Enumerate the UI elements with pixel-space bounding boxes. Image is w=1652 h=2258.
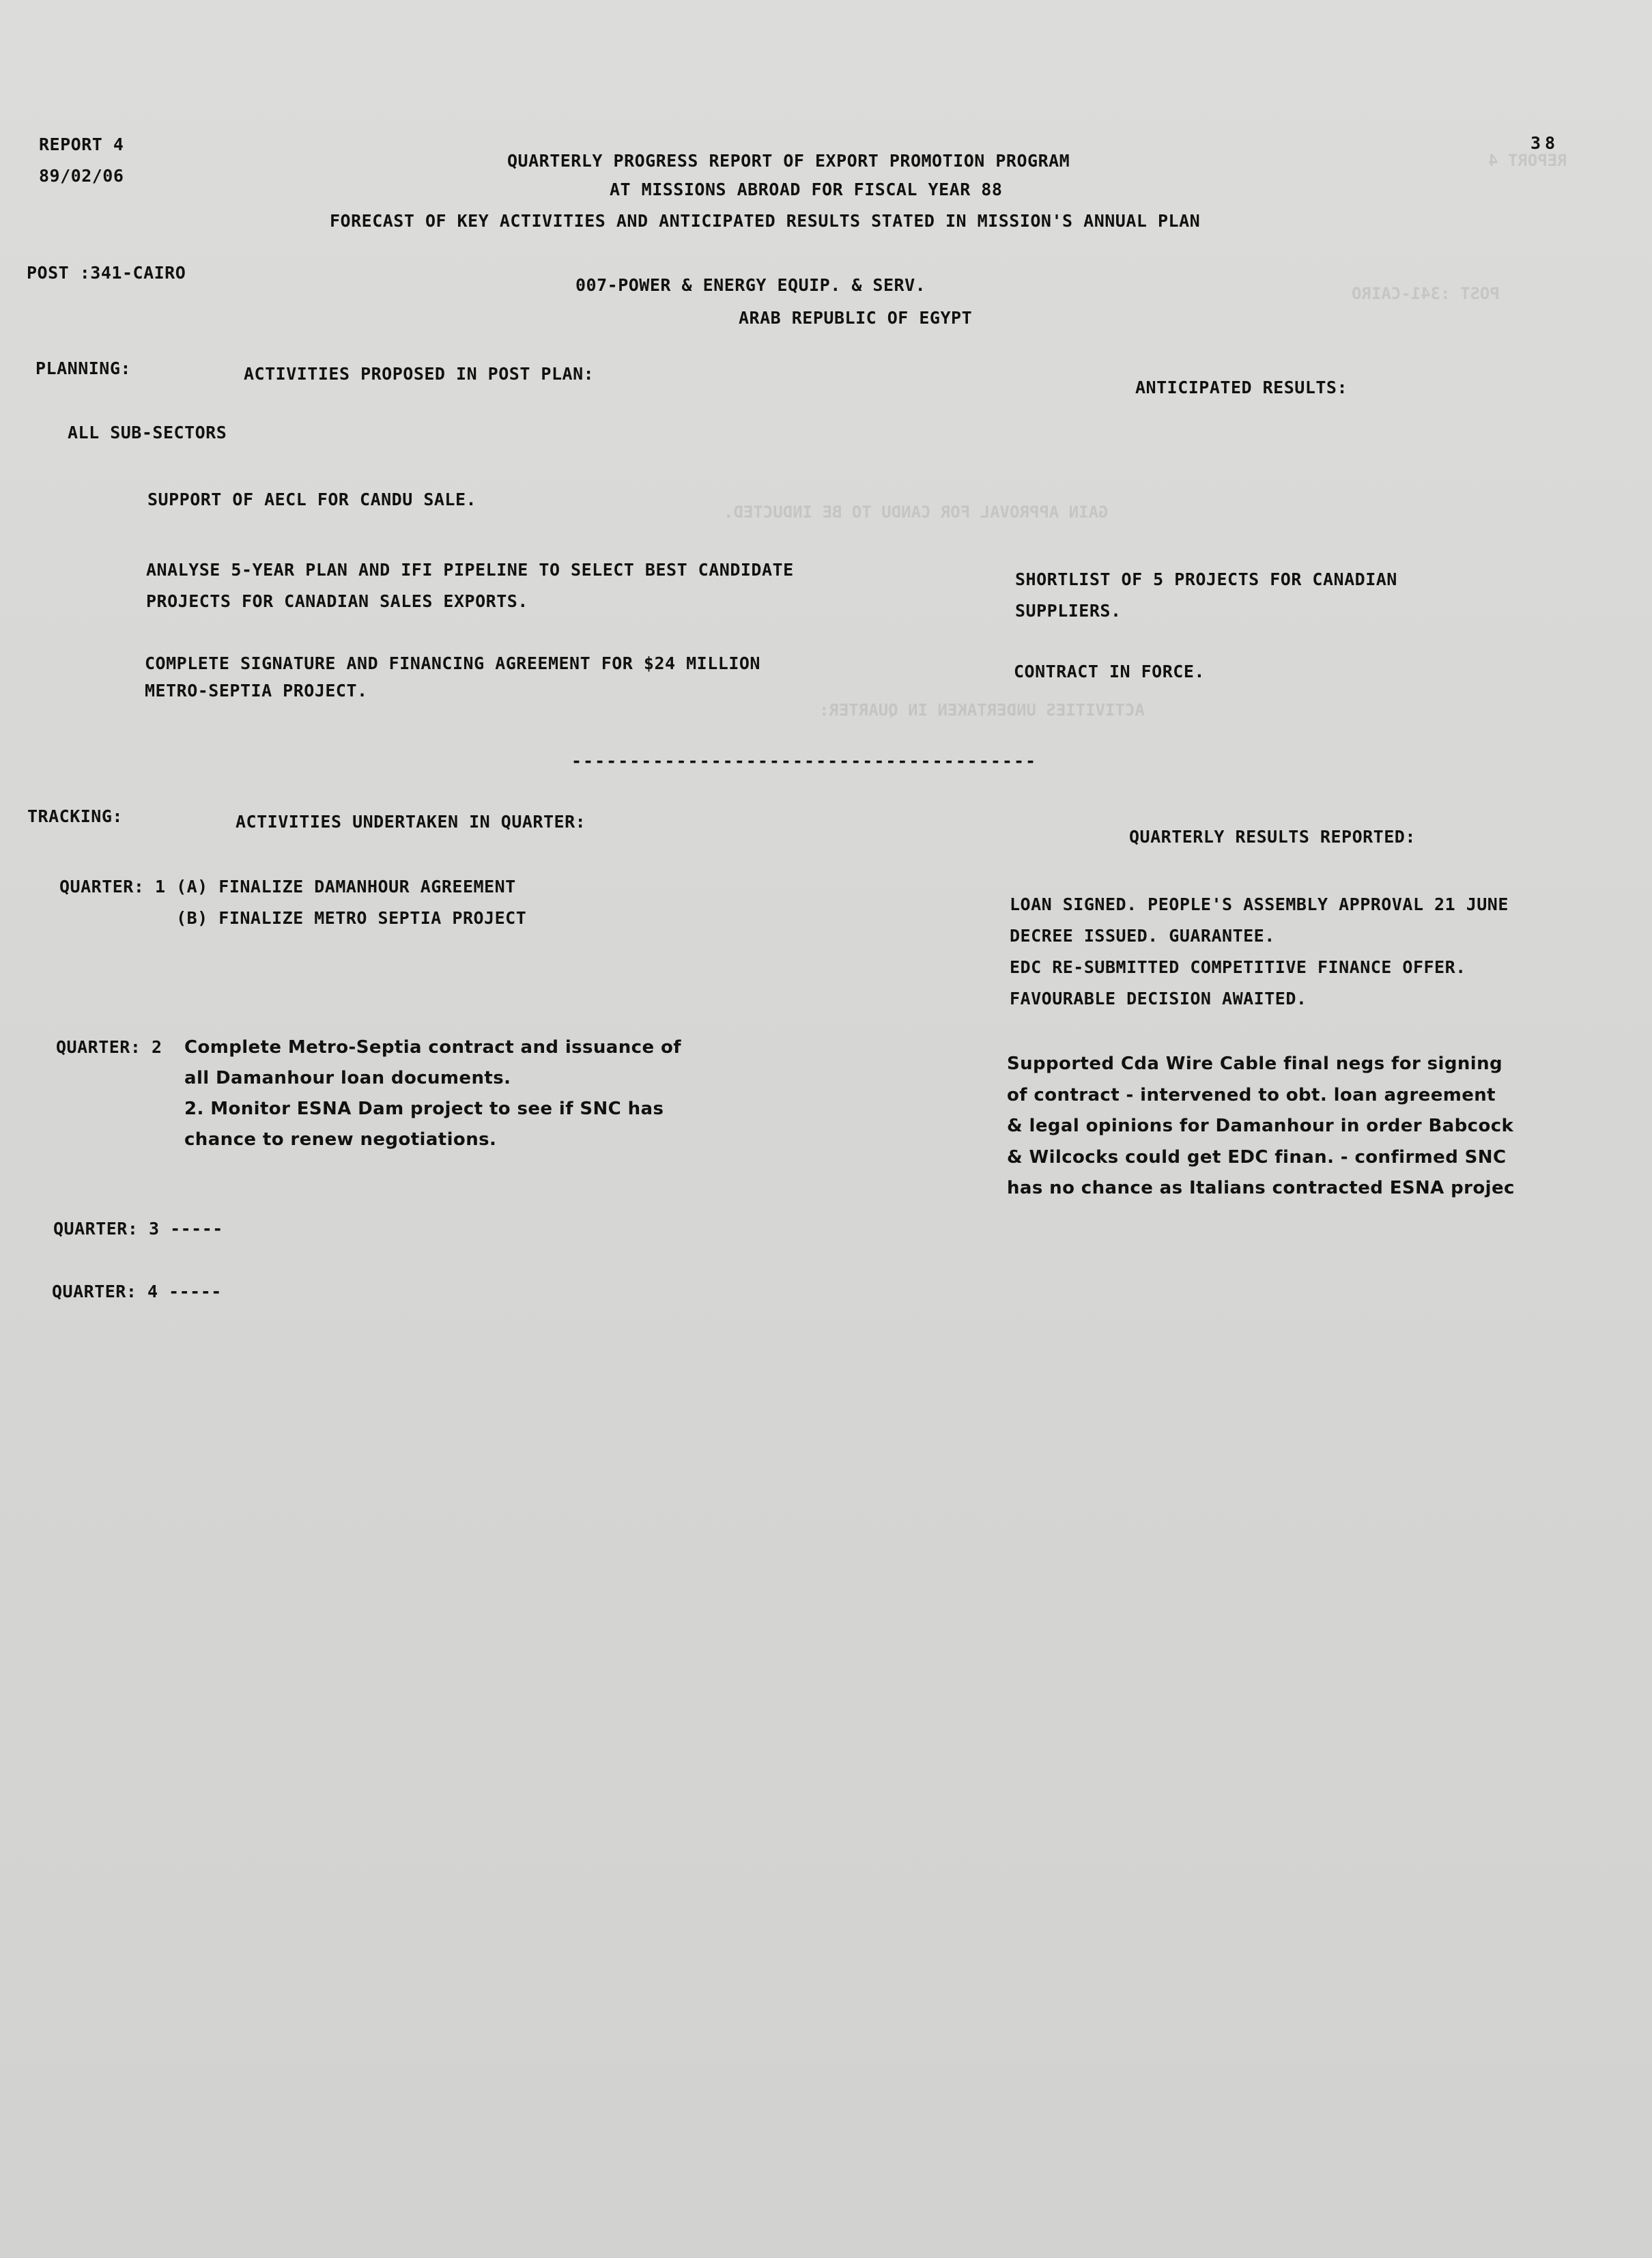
bleed-through-text: REPORT 4 (1488, 151, 1567, 170)
quarter-2-label: QUARTER: 2 (56, 1037, 162, 1057)
quarter-1-result: LOAN SIGNED. PEOPLE'S ASSEMBLY APPROVAL 21 JUNE DECREE ISSUED. GUARANTEE. EDC RE-SUBMITTED COMPETITIVE FINANCE OFFER. FAVOURABLE DECISION AWAITED. (1010, 894, 1509, 1008)
report-number: REPORT 4 (39, 135, 124, 154)
quarter-1-activity: QUARTER: 1 (A) FINALIZE DAMANHOUR AGREEMENT (B) FINALIZE METRO SEPTIA PROJECT (59, 877, 527, 928)
tracking-activities-heading: ACTIVITIES UNDERTAKEN IN QUARTER: (236, 812, 586, 832)
quarter-2-result: Supported Cda Wire Cable final negs for signing of contract - intervened to obt. loan agreement & legal opinions for Damanhour in order Babcock & Wilcocks could get EDC finan. - confirmed SNC has no chance as Italians contracted ESNA projec (1007, 1054, 1515, 1198)
bleed-through-text: POST :341-CAIRO (1352, 284, 1500, 303)
report-subtitle: AT MISSIONS ABROAD FOR FISCAL YEAR 88 (610, 180, 1003, 199)
tracking-results-heading: QUARTERLY RESULTS REPORTED: (1129, 827, 1416, 847)
planning-results-heading: ANTICIPATED RESULTS: (1135, 378, 1348, 397)
bleed-through-text: GAIN APPROVAL FOR CANDU TO BE INDUCTED. (724, 503, 1109, 522)
planning-activities-heading: ACTIVITIES PROPOSED IN POST PLAN: (244, 364, 595, 384)
report-description: FORECAST OF KEY ACTIVITIES AND ANTICIPATED RESULTS STATED IN MISSION'S ANNUAL PLAN (330, 211, 1201, 231)
sector-title: 007-POWER & ENERGY EQUIP. & SERV. (575, 275, 926, 295)
quarter-4-row: QUARTER: 4 ----- (52, 1282, 222, 1301)
post-label: POST :341-CAIRO (27, 263, 186, 283)
section-separator: ---------------------------------------- (571, 751, 1038, 771)
tracking-label: TRACKING: (27, 806, 123, 826)
planned-activity: COMPLETE SIGNATURE AND FINANCING AGREEMENT FOR $24 MILLION METRO-SEPTIA PROJECT. (145, 653, 760, 701)
page-number: 38 (1530, 133, 1560, 153)
bleed-through-text: ACTIVITIES UNDERTAKEN IN QUARTER: (819, 701, 1145, 720)
subsector-label: ALL SUB-SECTORS (68, 423, 227, 442)
report-date: 89/02/06 (39, 166, 124, 186)
planning-label: PLANNING: (35, 358, 131, 378)
planned-activity: SUPPORT OF AECL FOR CANDU SALE. (147, 490, 477, 509)
report-title: QUARTERLY PROGRESS REPORT OF EXPORT PROMOTION PROGRAM (507, 151, 1070, 171)
quarter-3-row: QUARTER: 3 ----- (53, 1219, 223, 1239)
anticipated-result: SHORTLIST OF 5 PROJECTS FOR CANADIAN SUPPLIERS. (1015, 569, 1397, 621)
country-title: ARAB REPUBLIC OF EGYPT (739, 308, 973, 328)
planned-activity: ANALYSE 5-YEAR PLAN AND IFI PIPELINE TO SELECT BEST CANDIDATE PROJECTS FOR CANADIAN SALES EXPORTS. (146, 560, 794, 611)
anticipated-result: CONTRACT IN FORCE. (1014, 662, 1205, 681)
quarter-2-activity: Complete Metro-Septia contract and issuance of all Damanhour loan documents. 2. Monitor ESNA Dam project to see if SNC has chance to renew negotiations. (184, 1037, 681, 1150)
